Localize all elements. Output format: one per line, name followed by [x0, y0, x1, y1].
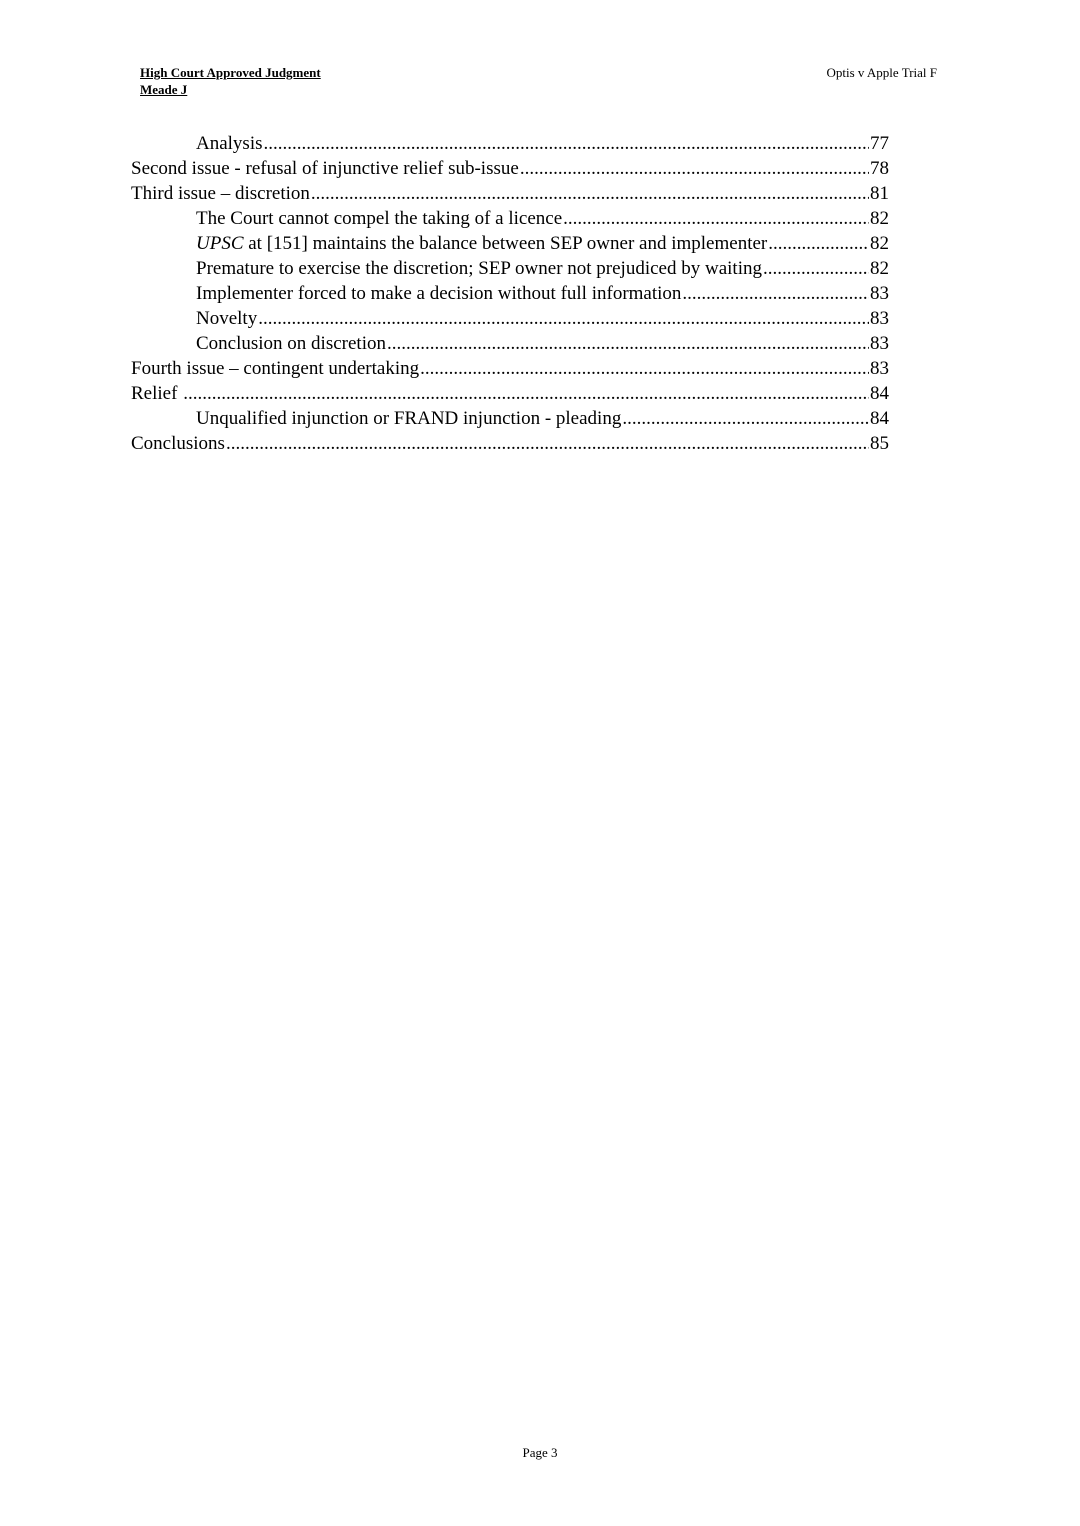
header-case-name: Optis v Apple Trial F: [826, 65, 937, 80]
toc-entry-italic-prefix: UPSC: [196, 233, 244, 254]
table-of-contents: [131, 131, 889, 456]
toc-entry-title: Premature to exercise the discretion; SEP owner not prejudiced by waiting: [196, 258, 762, 279]
toc-entry[interactable]: [131, 256, 889, 281]
toc-entry-page: 82: [870, 233, 889, 254]
toc-entry-title: Third issue – discretion: [131, 183, 310, 204]
toc-leader-dots: [420, 356, 869, 381]
toc-entry-title: Conclusion on discretion: [196, 333, 386, 354]
toc-entry-page: 85: [870, 433, 889, 454]
toc-leader-dots: [226, 431, 869, 456]
toc-entry[interactable]: [131, 281, 889, 306]
header-judge: Meade J: [140, 82, 188, 97]
toc-entry-page: 84: [870, 408, 889, 429]
toc-leader-dots: [264, 131, 870, 156]
toc-entry[interactable]: [131, 206, 889, 231]
toc-entry-page: 83: [870, 308, 889, 329]
header-left: [140, 64, 321, 98]
toc-leader-dots: [520, 156, 869, 181]
toc-entry[interactable]: [131, 381, 889, 406]
toc-entry-title: Second issue - refusal of injunctive relief sub-issue: [131, 158, 519, 179]
toc-entry-page: 78: [870, 158, 889, 179]
page-number: Page 3: [522, 1445, 558, 1460]
toc-leader-dots: [763, 256, 869, 281]
toc-entry[interactable]: [131, 181, 889, 206]
toc-entry[interactable]: [131, 131, 889, 156]
toc-entry-page: 83: [870, 283, 889, 304]
toc-entry[interactable]: [131, 231, 889, 256]
toc-leader-dots: [258, 306, 869, 331]
toc-entry-title: Relief: [131, 383, 183, 404]
toc-entry-page: 84: [870, 383, 889, 404]
toc-entry-title: Implementer forced to make a decision without full information: [196, 283, 682, 304]
toc-entry-page: 83: [870, 333, 889, 354]
toc-leader-dots: [183, 381, 869, 406]
toc-entry[interactable]: [131, 331, 889, 356]
toc-entry-page: 77: [870, 133, 889, 154]
toc-entry-page: 81: [870, 183, 889, 204]
toc-entry-title: Analysis: [196, 133, 263, 154]
toc-entry-title: Unqualified injunction or FRAND injunction - pleading: [196, 408, 622, 429]
toc-leader-dots: [768, 231, 869, 256]
toc-entry[interactable]: [131, 406, 889, 431]
toc-leader-dots: [682, 281, 869, 306]
toc-entry-title: The Court cannot compel the taking of a licence: [196, 208, 563, 229]
toc-entry-page: 83: [870, 358, 889, 379]
toc-entry-page: 82: [870, 258, 889, 279]
toc-entry-page: 82: [870, 208, 889, 229]
toc-entry[interactable]: [131, 156, 889, 181]
toc-entry-title: Fourth issue – contingent undertaking: [131, 358, 420, 379]
toc-entry-title: UPSC at [151] maintains the balance between SEP owner and implementer: [196, 233, 768, 254]
toc-leader-dots: [311, 181, 869, 206]
toc-entry[interactable]: [131, 306, 889, 331]
toc-leader-dots: [622, 406, 869, 431]
toc-entry-title: Conclusions: [131, 433, 225, 454]
toc-leader-dots: [387, 331, 869, 356]
toc-entry[interactable]: [131, 356, 889, 381]
toc-entry-title: Novelty: [196, 308, 258, 329]
toc-entry[interactable]: [131, 431, 889, 456]
header-court-title: High Court Approved Judgment: [140, 65, 321, 80]
toc-leader-dots: [563, 206, 869, 231]
